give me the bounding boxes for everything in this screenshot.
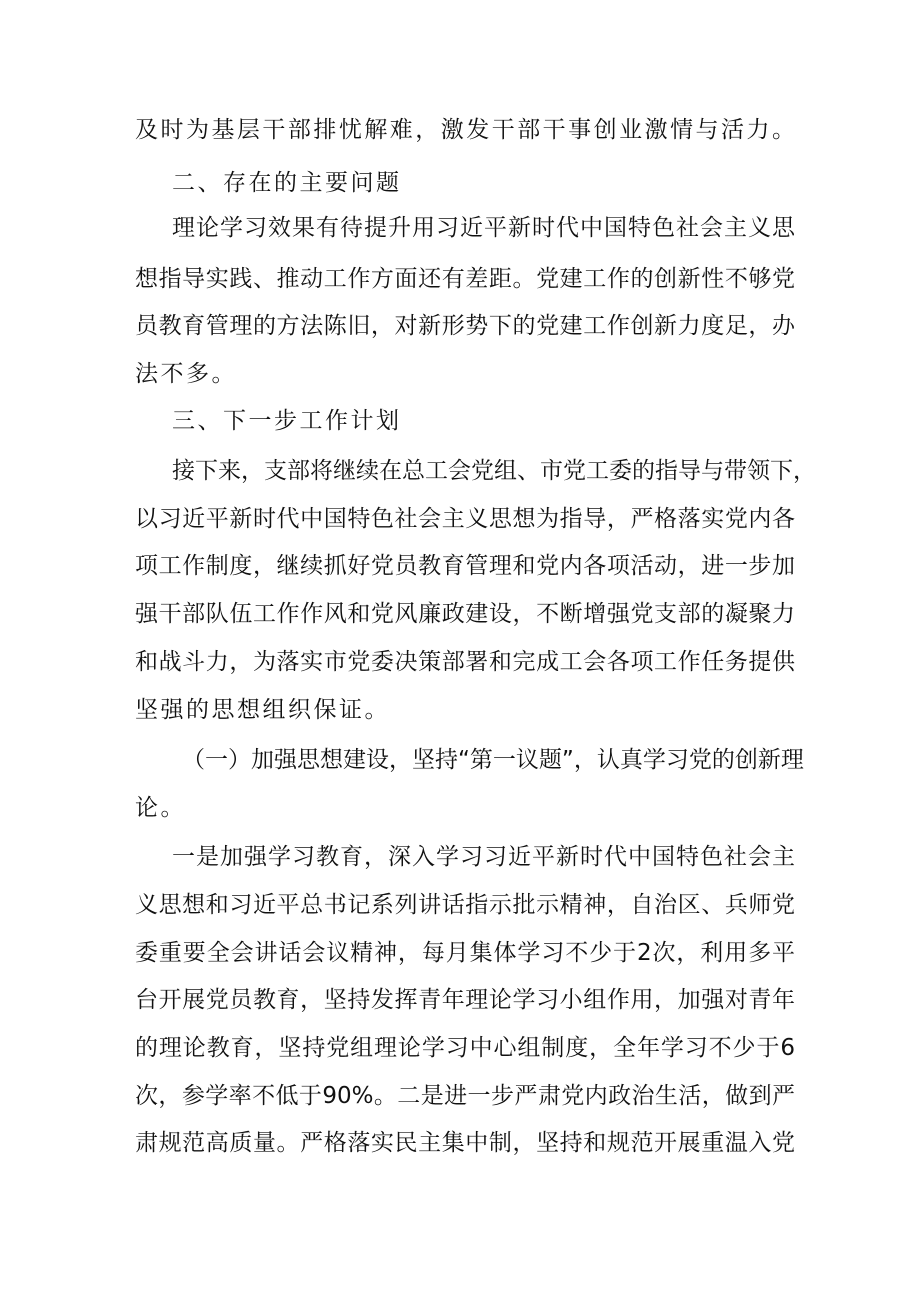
text-line: 接下来，支部将继续在总工会党组、市党工委的指导与带领下，	[172, 458, 816, 484]
text-line: 和战斗力，为落实市党委决策部署和完成工会各项工作任务提供	[135, 649, 795, 675]
text-line: 委重要全会讲话会议精神，每月集体学习不少于2次，利用多平	[135, 940, 795, 966]
text-line: 理论学习效果有待提升用习近平新时代中国特色社会主义思	[172, 215, 795, 241]
text-line: 义思想和习近平总书记系列讲话指示批示精神，自治区、兵师党	[135, 892, 795, 918]
text-line: 台开展党员教育，坚持发挥青年理论学习小组作用，加强对青年	[135, 987, 795, 1013]
text-line: 及时为基层干部排忧解难，激发干部干事创业激情与活力。	[135, 117, 795, 143]
subsection-heading: （一）加强思想建设，坚持“第一议题”，认真学习党的创新理	[182, 747, 804, 773]
text-line: 一是加强学习教育，深入学习习近平新时代中国特色社会主	[172, 844, 795, 870]
text-line: 法不多。	[135, 361, 237, 387]
text-line: 项工作制度，继续抓好党员教育管理和党内各项活动，进一步加	[135, 553, 795, 579]
text-line: 肃规范高质量。严格落实民主集中制，坚持和规范开展重温入党	[135, 1130, 795, 1156]
section-heading: 三、下一步工作计划	[172, 408, 402, 434]
text-line: 想指导实践、推动工作方面还有差距。党建工作的创新性不够党	[135, 266, 795, 292]
text-line: 论。	[135, 795, 186, 821]
text-line: 以习近平新时代中国特色社会主义思想为指导，严格落实党内各	[135, 506, 795, 532]
text-line: 强干部队伍工作作风和党风廉政建设，不断增强党支部的凝聚力	[135, 601, 795, 627]
text-line: 坚强的思想组织保证。	[135, 697, 390, 723]
text-line: 员教育管理的方法陈旧，对新形势下的党建工作创新力度足，办	[135, 313, 795, 339]
text-line: 次，参学率不低于90%。二是进一步严肃党内政治生活，做到严	[135, 1083, 795, 1109]
section-heading: 二、存在的主要问题	[172, 170, 402, 196]
text-line: 的理论教育，坚持党组理论学习中心组制度，全年学习不少于6	[135, 1035, 795, 1061]
